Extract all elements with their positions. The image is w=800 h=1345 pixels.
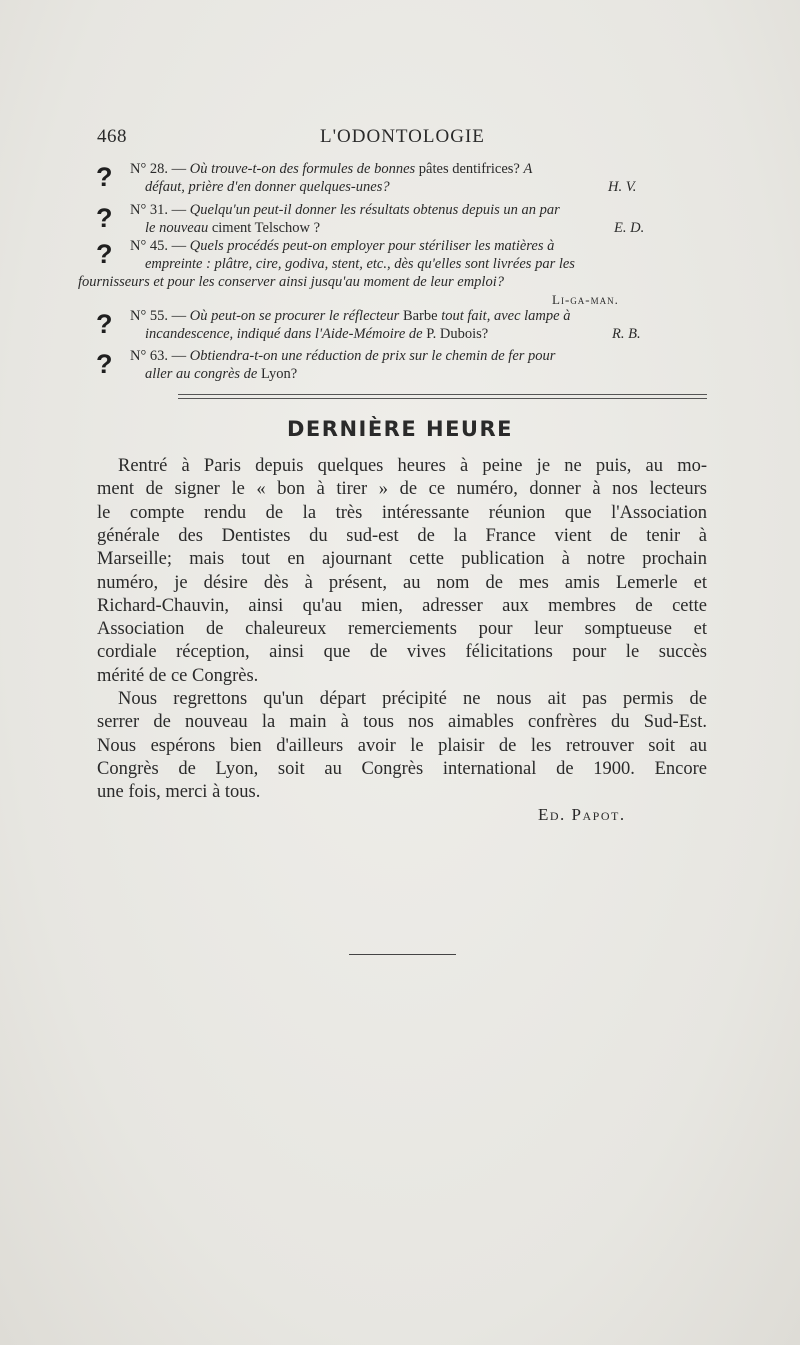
query-line <box>130 307 570 325</box>
query-text: aller au congrès de <box>145 366 261 382</box>
body-line: Richard-Chauvin, ainsi qu'au mien, adresser aux membres de cette <box>97 595 707 616</box>
query-text: N° 28. — <box>130 161 190 177</box>
query-text: N° 31. — <box>130 202 190 218</box>
query-text: Quelqu'un peut-il donner les résultats obtenus depuis un an par <box>189 202 560 218</box>
query-text: Où peut-on se procurer le réflecteur <box>189 308 403 324</box>
query-text: Obtiendra-t-on une réduction de prix sur le chemin de fer pour <box>189 348 556 364</box>
body-line: serrer de nouveau la main à tous nos aimables confrères du Sud-Est. <box>97 712 707 733</box>
author-signature: Ed. Papot. <box>538 805 626 824</box>
body-line: le compte rendu de la très intéressante réunion que l'Association <box>97 502 707 523</box>
page-number: 468 <box>97 126 127 147</box>
query-line <box>130 201 560 219</box>
query-text: N° 45. — <box>130 238 190 254</box>
query-signature: H. V. <box>608 179 637 195</box>
query-text: N° 63. — <box>130 348 190 364</box>
query-line <box>130 160 532 178</box>
body-line: Congrès de Lyon, soit au Congrès international de 1900. Encore <box>97 758 707 779</box>
double-rule-bottom <box>178 398 707 399</box>
double-rule-top <box>178 394 707 395</box>
query-text: tout fait, avec lampe à <box>441 308 571 324</box>
query-text: A <box>523 161 533 177</box>
query-signature: E. D. <box>614 220 645 236</box>
body-line: Nous espérons bien d'ailleurs avoir le plaisir de les retrouver soit au <box>97 735 707 756</box>
query-line <box>145 219 320 237</box>
end-rule <box>349 954 456 955</box>
query-text: ciment Telschow ? <box>211 220 321 236</box>
query-text: Lyon? <box>260 366 298 382</box>
query-text: Où trouve-t-on des formules de bonnes <box>189 161 419 177</box>
query-text: empreinte : plâtre, cire, godiva, stent, etc., dès qu'elles sont livrées par les <box>145 256 575 272</box>
query-text: Quels procédés peut-on employer pour stériliser les matières à <box>189 238 555 254</box>
journal-title: L'ODONTOLOGIE <box>320 126 485 147</box>
query-text: défaut, prière d'en donner quelques-unes? <box>145 179 390 195</box>
body-line: cordiale réception, ainsi que de vives félicitations pour le succès <box>97 642 707 663</box>
body-line: numéro, je désire dès à présent, au nom de mes amis Lemerle et <box>97 572 707 593</box>
query-text: Barbe <box>402 308 442 324</box>
query-text: fournisseurs et pour les conserver ainsi jusqu'au moment de leur emploi? <box>78 274 504 290</box>
body-line: Marseille; mais tout en ajournant cette publication à notre prochain <box>97 549 707 570</box>
body-line: générale des Dentistes du sud-est de la France vient de tenir à <box>97 525 707 546</box>
query-text: pâtes dentifrices? <box>418 161 524 177</box>
section-title: DERNIÈRE HEURE <box>287 417 513 441</box>
query-text: N° 55. — <box>130 308 190 324</box>
question-mark-icon: ? <box>96 203 113 233</box>
body-line: Association de chaleureux remerciements pour leur somptueuse et <box>97 619 707 640</box>
query-line <box>145 255 575 273</box>
question-mark-icon: ? <box>96 239 113 269</box>
running-head <box>97 126 707 150</box>
body-line: une fois, merci à tous. <box>97 782 261 803</box>
query-text: le nouveau <box>145 220 212 236</box>
query-text: P. Dubois? <box>426 326 489 342</box>
query-line <box>145 178 390 196</box>
query-line <box>145 325 488 343</box>
query-signature: R. B. <box>612 326 641 342</box>
body-line: Nous regrettons qu'un départ précipité ne nous ait pas permis de <box>118 689 707 709</box>
question-mark-icon: ? <box>96 349 113 379</box>
query-line <box>78 273 504 291</box>
body-line: ment de signer le « bon à tirer » de ce numéro, donner à nos lecteurs <box>97 479 707 500</box>
query-text: incandescence, indiqué dans l'Aide-Mémoire de <box>145 326 427 342</box>
query-signature: Li-ga-man. <box>552 292 619 307</box>
body-line: mérité de ce Congrès. <box>97 665 259 686</box>
body-line: Rentré à Paris depuis quelques heures à peine je ne puis, au mo- <box>118 456 707 476</box>
query-line <box>130 347 555 365</box>
query-line <box>130 237 554 255</box>
query-line <box>145 365 297 383</box>
question-mark-icon: ? <box>96 309 113 339</box>
question-mark-icon: ? <box>96 162 113 192</box>
